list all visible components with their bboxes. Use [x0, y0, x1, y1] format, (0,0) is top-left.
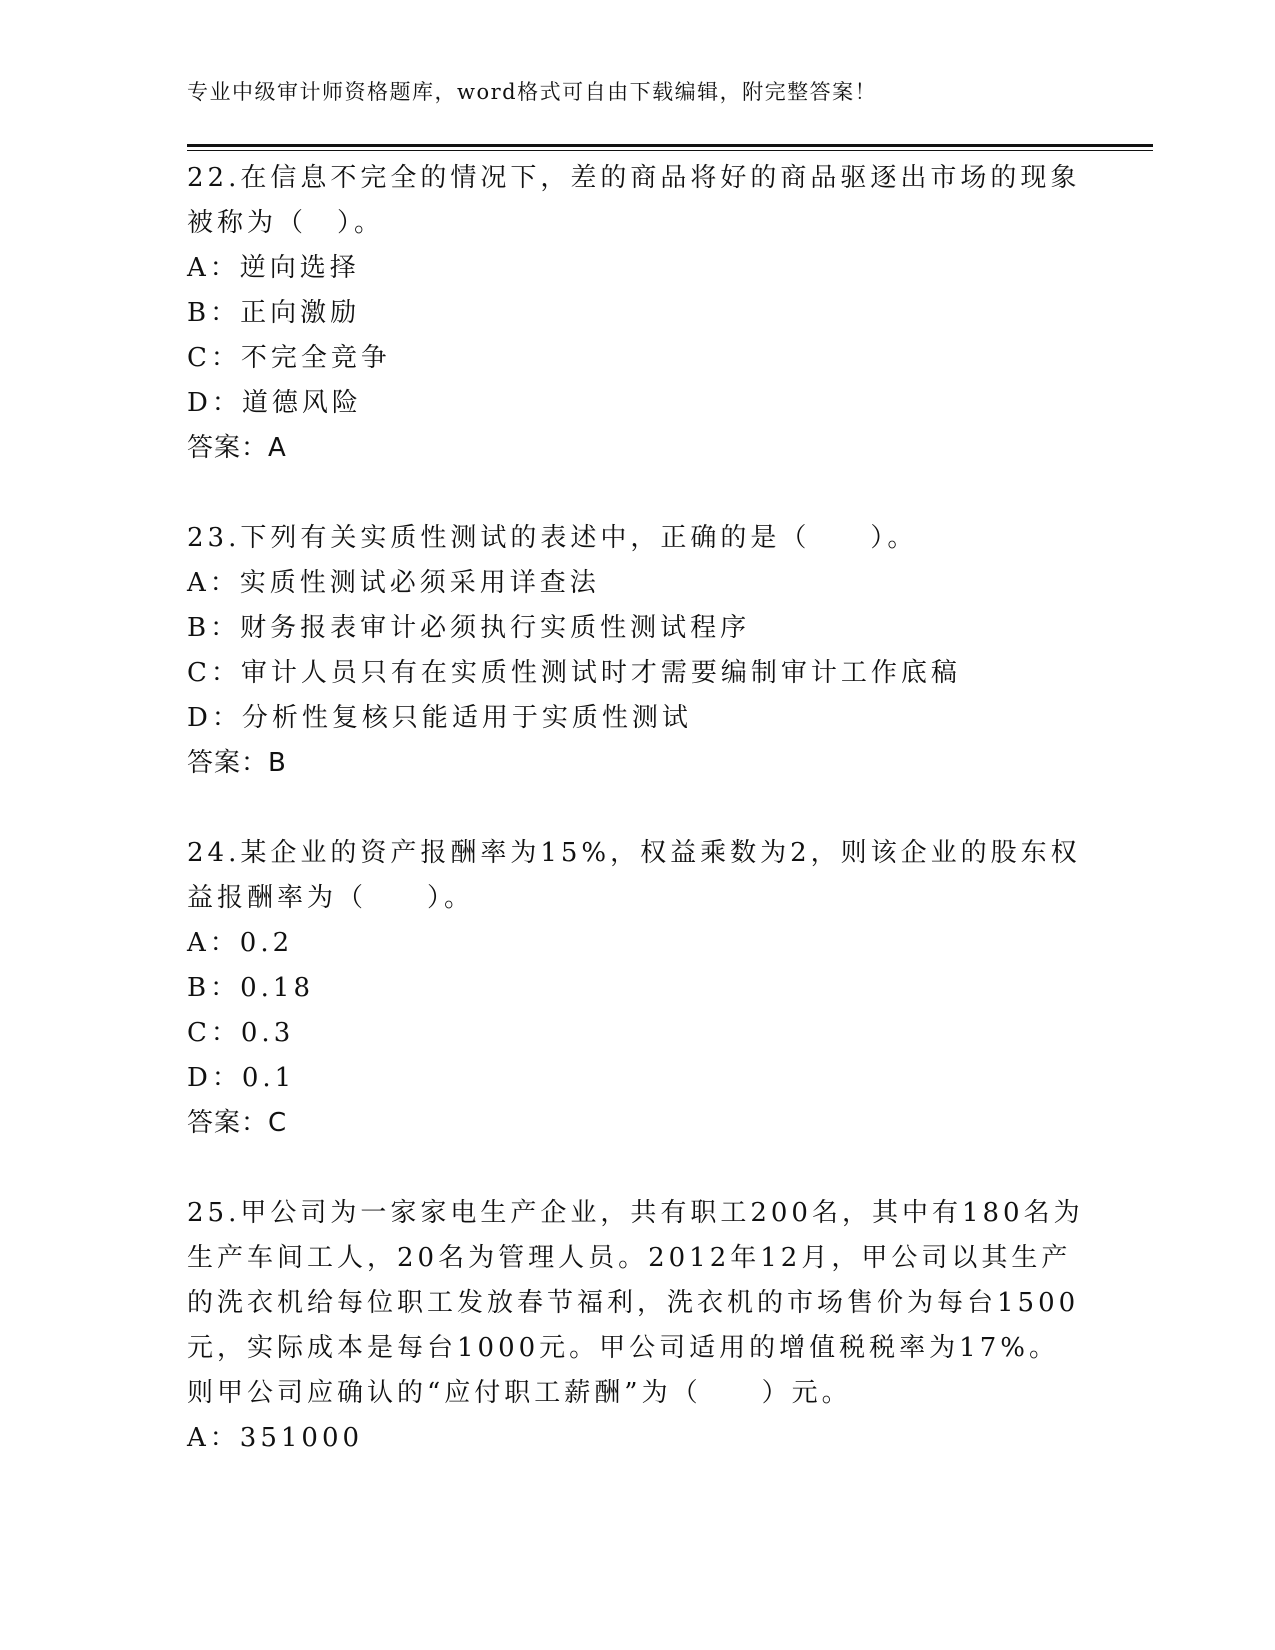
question-stem: 23.下列有关实质性测试的表述中，正确的是（ ）。	[187, 523, 918, 553]
option-c: C：0.3	[187, 1018, 295, 1048]
option-a: A：逆向选择	[187, 253, 360, 283]
question-stem: 24.某企业的资产报酬率为15%，权益乘数为2，则该企业的股东权益报酬率为（ ）。	[187, 838, 1081, 913]
answer: 答案：B	[187, 748, 287, 778]
spacer	[187, 471, 1087, 516]
question-22	[187, 156, 1087, 471]
option-b: B：0.18	[187, 973, 314, 1003]
question-23	[187, 516, 1087, 786]
option-b: B：正向激励	[187, 298, 361, 328]
answer: 答案：C	[187, 1108, 288, 1138]
question-list	[187, 156, 1087, 1461]
option-b: B：财务报表审计必须执行实质性测试程序	[187, 613, 751, 643]
header-divider-thin	[187, 150, 1153, 151]
question-24	[187, 831, 1087, 1146]
page-header: 专业中级审计师资格题库，word格式可自由下载编辑，附完整答案！	[187, 80, 878, 104]
question-25	[187, 1191, 1087, 1461]
option-c: C：不完全竞争	[187, 343, 391, 373]
spacer	[187, 1146, 1087, 1191]
option-c: C：审计人员只有在实质性测试时才需要编制审计工作底稿	[187, 658, 961, 688]
option-a: A：0.2	[187, 928, 294, 958]
question-stem: 22.在信息不完全的情况下，差的商品将好的商品驱逐出市场的现象被称为（ ）。	[187, 163, 1081, 238]
question-stem: 25.甲公司为一家家电生产企业，共有职工200名，其中有180名为生产车间工人，20名为管理人员。2012年12月，甲公司以其生产的洗衣机给每位职工发放春节福利，洗衣机的市场售价为每台1500元，实际成本是每台1000元。甲公司适用的增值税税率为17%。则甲公司应确认的“应付职工薪酬”为（ ）元。	[187, 1198, 1084, 1408]
option-a: A：实质性测试必须采用详查法	[187, 568, 600, 598]
option-d: D：分析性复核只能适用于实质性测试	[187, 703, 692, 733]
option-d: D：道德风险	[187, 388, 362, 418]
option-d: D：0.1	[187, 1063, 296, 1093]
answer: 答案：A	[187, 433, 287, 463]
header-divider-thick	[187, 144, 1153, 147]
option-a: A：351000	[187, 1423, 364, 1453]
spacer	[187, 786, 1087, 831]
